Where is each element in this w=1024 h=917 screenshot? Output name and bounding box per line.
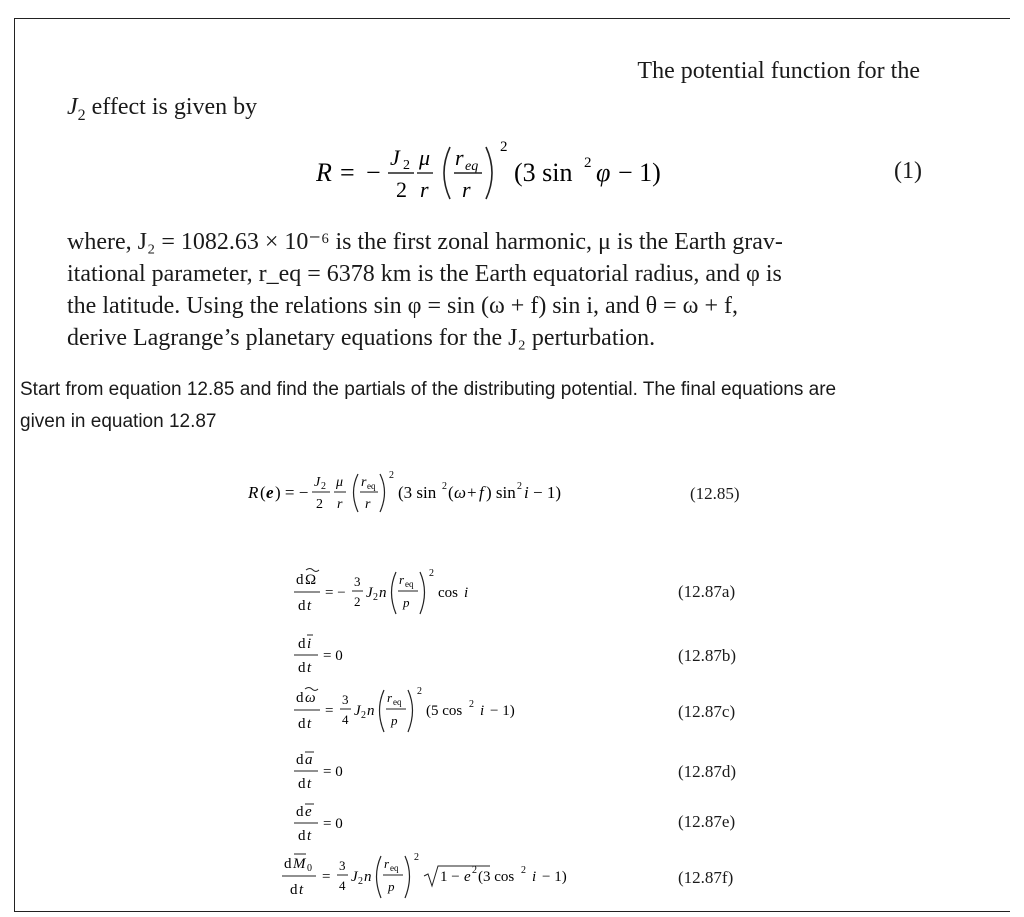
svg-text:p: p (388, 879, 395, 894)
svg-text:2: 2 (500, 139, 508, 155)
svg-text:− 1): − 1) (618, 158, 661, 187)
svg-text:d: d (296, 804, 304, 820)
svg-text:R: R (248, 483, 259, 502)
svg-text:f: f (479, 483, 484, 502)
svg-text:2: 2 (429, 568, 434, 579)
equation-1-number: (1) (894, 158, 922, 184)
svg-text:r: r (420, 177, 429, 202)
svg-text:2: 2 (396, 177, 407, 202)
svg-text:J: J (351, 869, 358, 885)
svg-text:r: r (387, 690, 393, 705)
svg-text:d: d (296, 572, 304, 588)
svg-text:(5 cos: (5 cos (426, 703, 463, 719)
paragraph-line-3: the latitude. Using the relations sin φ = sin (ω + f) sin i, and θ = ω + f, (67, 293, 738, 319)
svg-text:3: 3 (354, 574, 361, 589)
note-line-1: Start from equation 12.85 and find the partials of the distributing potential. The final equations are (20, 379, 837, 400)
svg-text:n: n (367, 703, 375, 719)
svg-text:e: e (464, 869, 471, 885)
svg-text:d: d (298, 716, 306, 732)
svg-text:=: = (340, 158, 355, 187)
svg-text:3: 3 (342, 692, 349, 707)
svg-text:2: 2 (316, 497, 323, 512)
svg-text:=: = (325, 703, 334, 719)
svg-text:R: R (316, 158, 332, 187)
paragraph-line-1: where, J₂ = 1082.63 × 10⁻⁶ is the first zonal harmonic, μ is the Earth grav- (67, 229, 783, 255)
intro-text-left-tail: effect is given by (91, 94, 258, 120)
svg-text:2: 2 (584, 155, 592, 171)
svg-text:d: d (298, 828, 306, 844)
svg-text:t: t (307, 716, 312, 732)
equation-12-87a (292, 562, 512, 622)
svg-text:cos: cos (438, 585, 458, 601)
svg-text:e: e (305, 804, 312, 820)
svg-text:2: 2 (389, 470, 394, 481)
svg-text:r: r (337, 497, 343, 512)
svg-text:− 1): − 1) (533, 483, 561, 502)
label-12-87f: (12.87f) (678, 868, 734, 887)
svg-text:= 0: = 0 (323, 764, 343, 780)
svg-text:t: t (307, 598, 312, 614)
svg-text:3: 3 (339, 858, 346, 873)
svg-text:t: t (307, 776, 312, 792)
svg-text:n: n (364, 869, 372, 885)
svg-text:d: d (298, 776, 306, 792)
svg-text:e: e (266, 483, 274, 502)
label-12-87e: (12.87e) (678, 812, 736, 831)
svg-text:2: 2 (521, 865, 526, 876)
svg-text:d: d (284, 856, 292, 872)
svg-text:− 1): − 1) (490, 703, 515, 719)
instruction-note (20, 374, 980, 438)
svg-text:(: ( (260, 483, 266, 502)
note-line-2: given in equation 12.87 (20, 411, 217, 432)
label-12-87a: (12.87a) (678, 582, 736, 601)
paragraph-line-2: itational parameter, r_eq = 6378 km is the Earth equatorial radius, and φ is (67, 261, 782, 287)
svg-text:μ: μ (336, 475, 344, 490)
svg-text:r: r (455, 145, 464, 170)
svg-text:0: 0 (307, 863, 312, 874)
svg-text:2: 2 (517, 481, 522, 492)
svg-text:r: r (365, 497, 371, 512)
svg-text:= 0: = 0 (323, 816, 343, 832)
intro-text-left: $J_2$ effect is given by (67, 94, 258, 124)
svg-text:a: a (305, 752, 313, 768)
svg-text:(3 sin: (3 sin (398, 483, 437, 502)
svg-text:i: i (480, 703, 485, 719)
equation-12-87d (292, 744, 392, 796)
svg-text:−: − (366, 158, 381, 187)
svg-text:2: 2 (373, 592, 378, 603)
equation-12-87c (292, 680, 552, 740)
svg-text:) sin: ) sin (486, 483, 516, 502)
svg-text:r: r (399, 572, 405, 587)
svg-text:i: i (307, 636, 312, 652)
svg-text:2: 2 (358, 876, 363, 887)
svg-text:i: i (532, 869, 537, 885)
svg-text:r: r (462, 177, 471, 202)
svg-text:d: d (290, 882, 298, 898)
svg-text:ω: ω (454, 483, 467, 502)
svg-text:= −: = − (325, 585, 346, 601)
svg-text:2: 2 (361, 710, 366, 721)
svg-text:i: i (524, 483, 529, 502)
svg-text:t: t (299, 882, 304, 898)
svg-text:eq: eq (390, 863, 399, 873)
svg-text:d: d (296, 752, 304, 768)
svg-text:i: i (464, 585, 469, 601)
svg-text:ω: ω (305, 690, 316, 706)
svg-text:eq: eq (393, 697, 402, 707)
equation-1 (316, 135, 916, 205)
svg-text:d: d (296, 690, 304, 706)
svg-text:r: r (384, 856, 390, 871)
label-12-85: (12.85) (690, 484, 740, 503)
label-12-87d: (12.87d) (678, 762, 737, 781)
svg-text:d: d (298, 636, 306, 652)
svg-text:J: J (390, 145, 400, 170)
svg-text:(: ( (448, 483, 454, 502)
svg-text:+: + (467, 483, 477, 502)
problem-paragraph (67, 226, 927, 354)
svg-text:p: p (403, 595, 410, 610)
svg-text:2: 2 (354, 594, 361, 609)
svg-text:J: J (366, 585, 373, 601)
svg-text:μ: μ (419, 145, 431, 170)
svg-text:Ω: Ω (305, 572, 317, 588)
svg-text:2: 2 (414, 852, 419, 863)
svg-text:(3 cos: (3 cos (478, 869, 515, 885)
label-12-87b: (12.87b) (678, 646, 737, 665)
svg-text:eq: eq (367, 481, 376, 491)
svg-text:J: J (314, 475, 321, 490)
svg-text:) = −: ) = − (275, 483, 309, 502)
svg-text:4: 4 (342, 712, 349, 727)
equation-12-85 (248, 468, 628, 520)
svg-text:t: t (307, 660, 312, 676)
svg-text:− 1): − 1) (542, 869, 567, 885)
svg-text:2: 2 (442, 481, 447, 492)
paragraph-line-4: derive Lagrange’s planetary equations for the J₂ perturbation. (67, 325, 656, 351)
svg-text:φ: φ (596, 158, 611, 187)
svg-text:= 0: = 0 (323, 648, 343, 664)
svg-text:n: n (379, 585, 387, 601)
svg-text:2: 2 (321, 481, 326, 492)
svg-text:=: = (322, 869, 331, 885)
svg-text:r: r (361, 475, 367, 490)
equation-12-87f (282, 846, 612, 908)
svg-text:2: 2 (417, 686, 422, 697)
svg-text:M: M (293, 856, 306, 872)
svg-text:2: 2 (469, 699, 474, 710)
svg-text:2: 2 (403, 158, 410, 173)
svg-text:J: J (354, 703, 361, 719)
svg-text:(3 sin: (3 sin (514, 158, 573, 187)
svg-text:t: t (307, 828, 312, 844)
svg-text:p: p (391, 713, 398, 728)
svg-text:4: 4 (339, 878, 346, 893)
svg-text:2: 2 (472, 865, 477, 876)
intro-text-right: The potential function for the (637, 58, 920, 84)
svg-text:d: d (298, 598, 306, 614)
svg-text:1 −: 1 − (440, 869, 460, 885)
label-12-87c: (12.87c) (678, 702, 736, 721)
equation-12-87b (292, 628, 392, 680)
svg-text:eq: eq (405, 579, 414, 589)
svg-text:d: d (298, 660, 306, 676)
svg-text:eq: eq (465, 159, 479, 174)
equation-12-87e (292, 796, 392, 848)
